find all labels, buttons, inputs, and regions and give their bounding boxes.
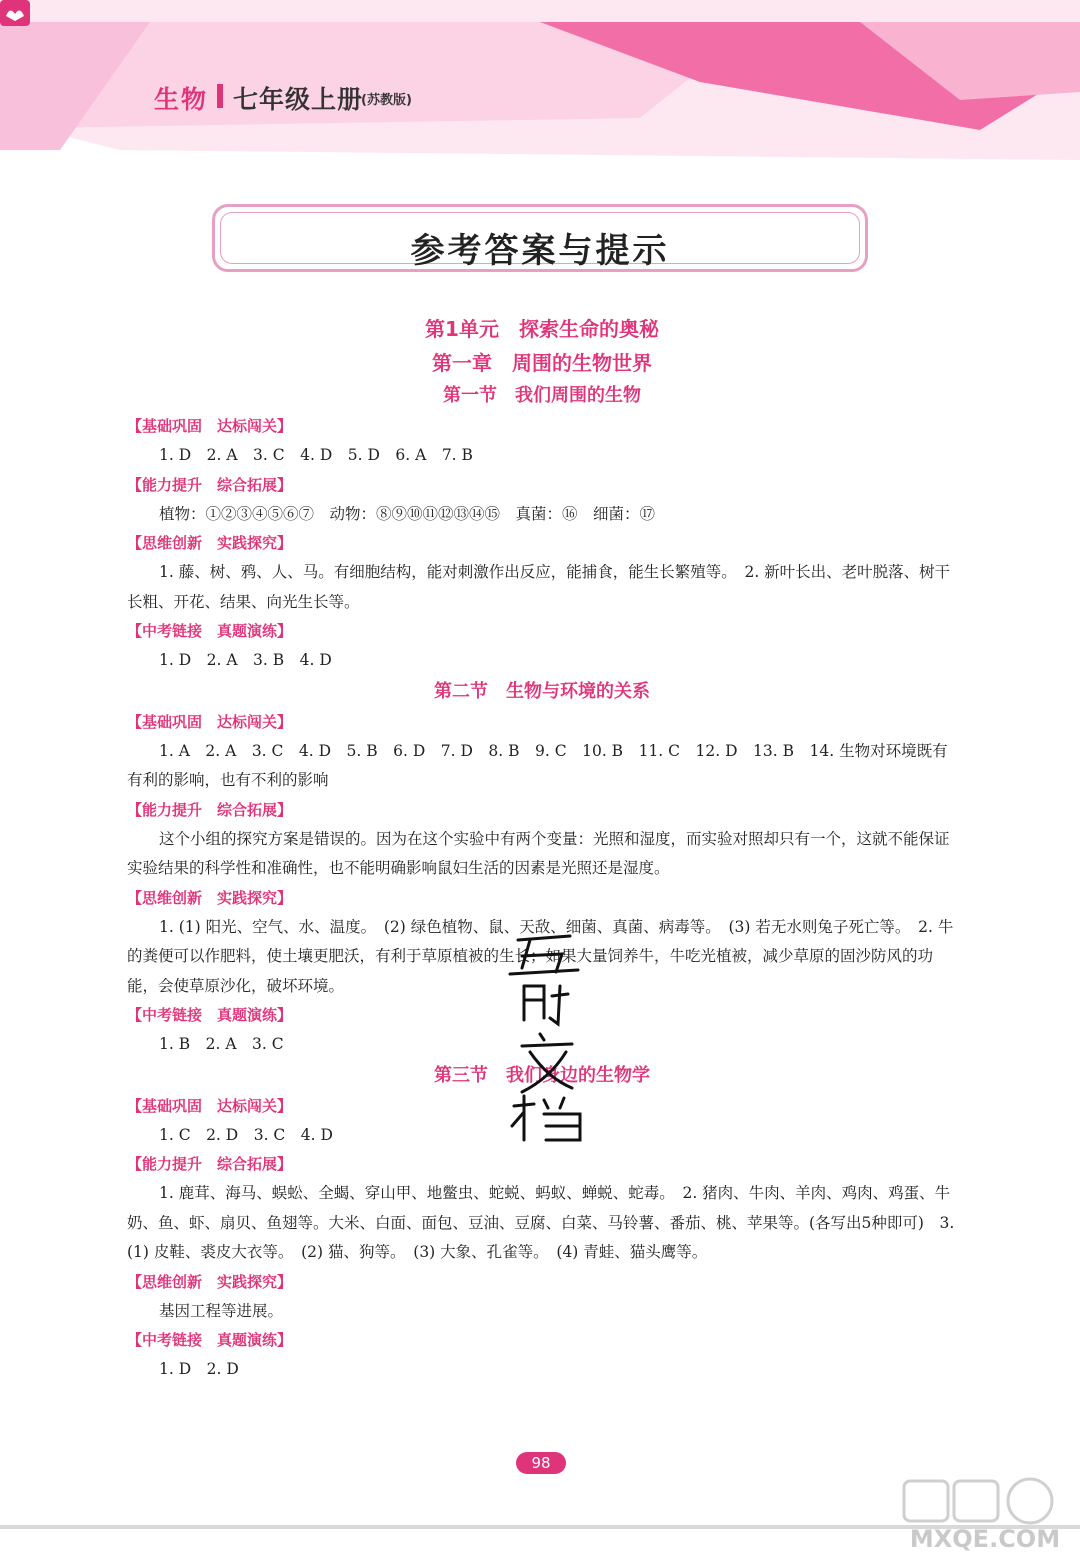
header-edition: (苏教版) bbox=[361, 93, 412, 108]
header-grade: 七年级上册 bbox=[233, 85, 364, 114]
chapter-heading: 第一章 周围的生物世界 bbox=[432, 351, 652, 375]
page-number: 98 bbox=[516, 1452, 566, 1474]
block-label: 【基础巩固 达标闯关】 bbox=[127, 712, 293, 731]
watermark-logo bbox=[900, 1475, 1070, 1555]
block-label: 【能力提升 综合拓展】 bbox=[127, 475, 293, 494]
answer-text: 1. (1) 阳光、空气、水、温度。 (2) 绿色植物、鼠、天敌、细菌、真菌、病毒等。 (3) 若无水则兔子死亡等。 2. 牛的粪便可以作肥料，使土壤更肥沃，有利于草原植被的生长；如果大量饲养牛，牛吃光植被，减少草原的固沙防风的功能，会使草原沙化，破坏环境。 bbox=[127, 917, 954, 995]
answer-text: 这个小组的探究方案是错误的。因为在这个实验中有两个变量：光照和湿度，而实验对照却只有一个，这就不能保证实验结果的科学性和准确性，也不能明确影响鼠妇生活的因素是光照还是湿度。 bbox=[127, 829, 950, 877]
answer-text: 1. C 2. D 3. C 4. D bbox=[159, 1125, 333, 1144]
page-header bbox=[0, 0, 1080, 170]
title-frame bbox=[212, 204, 868, 272]
block-label: 【中考链接 真题演练】 bbox=[127, 1331, 293, 1349]
block-label: 【思维创新 实践探究】 bbox=[127, 888, 293, 907]
block-label: 【思维创新 实践探究】 bbox=[127, 1272, 293, 1291]
answer-text: 1. B 2. A 3. C bbox=[159, 1035, 284, 1053]
handwriting-mark bbox=[500, 928, 600, 1148]
section-heading: 第一节 我们周围的生物 bbox=[443, 385, 641, 406]
block-label: 【能力提升 综合拓展】 bbox=[127, 1155, 293, 1173]
block-label: 【能力提升 综合拓展】 bbox=[127, 800, 293, 819]
svg-text:MXQE.COM: MXQE.COM bbox=[909, 1525, 1061, 1553]
section-heading: 第三节 我们身边的生物学 bbox=[434, 1064, 650, 1086]
answer-text: 基因工程等进展。 bbox=[159, 1301, 284, 1320]
book-leaf-logo-icon bbox=[0, 0, 30, 26]
block-label: 【基础巩固 达标闯关】 bbox=[127, 417, 293, 435]
block-label: 【思维创新 实践探究】 bbox=[127, 534, 293, 552]
block-label: 【中考链接 真题演练】 bbox=[127, 1006, 293, 1024]
unit-heading: 第1单元 探索生命的奥秘 bbox=[425, 317, 659, 341]
answer-text: 1. A 2. A 3. C 4. D 5. B 6. D 7. D 8. B 9. C 10. B 11. C 12. D 13. B 14. 生物对环境既有有利的影响，也有不利的影响 bbox=[127, 741, 948, 789]
block-label: 【基础巩固 达标闯关】 bbox=[127, 1096, 293, 1115]
answer-text: 1. D 2. D bbox=[159, 1360, 239, 1378]
section-heading: 第二节 生物与环境的关系 bbox=[434, 680, 650, 702]
answer-text: 1. D 2. A 3. B 4. D bbox=[159, 651, 332, 669]
page-title: 参考答案与提示 bbox=[410, 231, 670, 271]
header-subject: 生物 bbox=[154, 85, 209, 114]
answer-text: 1. 鹿茸、海马、蜈蚣、全蝎、穿山甲、地鳖虫、蛇蜕、蚂蚁、蝉蜕、蛇毒。 2. 猪肉、牛肉、羊肉、鸡肉、鸡蛋、牛奶、鱼、虾、扇贝、鱼翅等。大米、白面、面包、豆油、豆腐、白菜、马铃薯、番茄、桃、苹果等。(各写出5种即可) 3. (1) 皮鞋、裘皮大衣等。 (2) 猫、狗等。 (3) 大象、孔雀等。 (4) 青蛙、猫头鹰等。 bbox=[127, 1184, 955, 1261]
answer-text: 1. 藤、树、鸦、人、马。有细胞结构，能对刺激作出反应，能捕食，能生长繁殖等。 2. 新叶长出、老叶脱落、树干长粗、开花、结果、向光生长等。 bbox=[127, 563, 951, 611]
header-divider bbox=[217, 84, 223, 108]
answer-text: 植物：①②③④⑤⑥⑦ 动物：⑧⑨⑩⑪⑫⑬⑭⑮ 真菌：⑯ 细菌：⑰ bbox=[159, 504, 656, 523]
answer-content bbox=[127, 312, 957, 1385]
answer-text: 1. D 2. A 3. C 4. D 5. D 6. A 7. B bbox=[159, 446, 473, 464]
block-label: 【中考链接 真题演练】 bbox=[127, 622, 293, 640]
